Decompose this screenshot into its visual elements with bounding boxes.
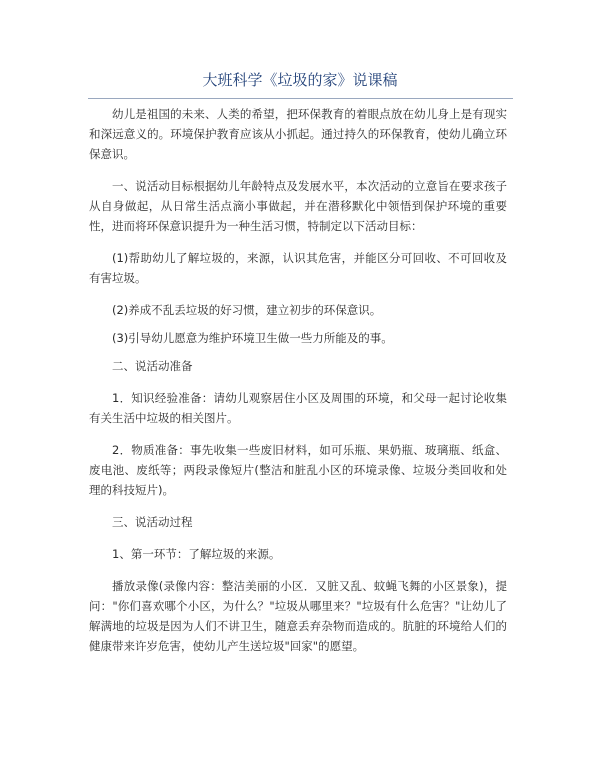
paragraph-video-discussion: 播放录像(录像内容：整洁美丽的小区．又脏又乱、蚊蝇飞舞的小区景象)，提问："你们喜欢哪个小区，为什么？"垃圾从哪里来？"垃圾有什么危害？"让幼儿了解满地的垃圾是因为人们不讲卫生，随意丢弃杂物而造成的。肮脏的环境给人们的健康带来许岁危害，使幼儿产生送垃圾"回家"的愿望。 xyxy=(89,579,507,653)
document-body xyxy=(89,104,507,656)
paragraph-goal-3: (3)引导幼儿愿意为维护环境卫生做一些力所能及的事。 xyxy=(112,331,393,345)
paragraph-material-preparation: 2．物质准备：事先收集一些废旧材料，如可乐瓶、果奶瓶、玻璃瓶、纸盒、废电池、废纸等；两段录像短片(整洁和脏乱小区的环境录像、垃圾分类回收和处理的科技短片)。 xyxy=(89,443,507,497)
paragraph-goals-intro: 一、说活动目标根据幼儿年龄特点及发展水平，本次活动的立意旨在要求孩子从自身做起，从日常生活点滴小事做起，并在潜移默化中领悟到保护环境的重要性，进而将环保意识提升为一种生活习惯，特制定以下活动目标： xyxy=(89,179,507,233)
paragraph-knowledge-preparation: 1．知识经验准备：请幼儿观察居住小区及周围的环境，和父母一起讨论收集有关生活中垃圾的相关图片。 xyxy=(89,391,507,425)
title-divider xyxy=(88,98,513,99)
section-heading-preparation: 二、说活动准备 xyxy=(112,359,193,373)
paragraph-goal-2: (2)养成不乱丢垃圾的好习惯，建立初步的环保意识。 xyxy=(112,303,382,317)
section-heading-process: 三、说活动过程 xyxy=(112,515,193,529)
paragraph-intro: 幼儿是祖国的未来、人类的希望，把环保教育的着眼点放在幼儿身上是有现实和深远意义的。环境保护教育应该从小抓起。通过持久的环保教育，使幼儿确立环保意识。 xyxy=(89,107,507,161)
paragraph-goal-1: (1)帮助幼儿了解垃圾的，来源，认识其危害，并能区分可回收、不可回收及有害垃圾。 xyxy=(89,251,507,285)
document-title: 大班科学《垃圾的家》说课稿 xyxy=(202,71,398,89)
paragraph-step-1: 1、第一环节：了解垃圾的来源。 xyxy=(112,547,281,561)
